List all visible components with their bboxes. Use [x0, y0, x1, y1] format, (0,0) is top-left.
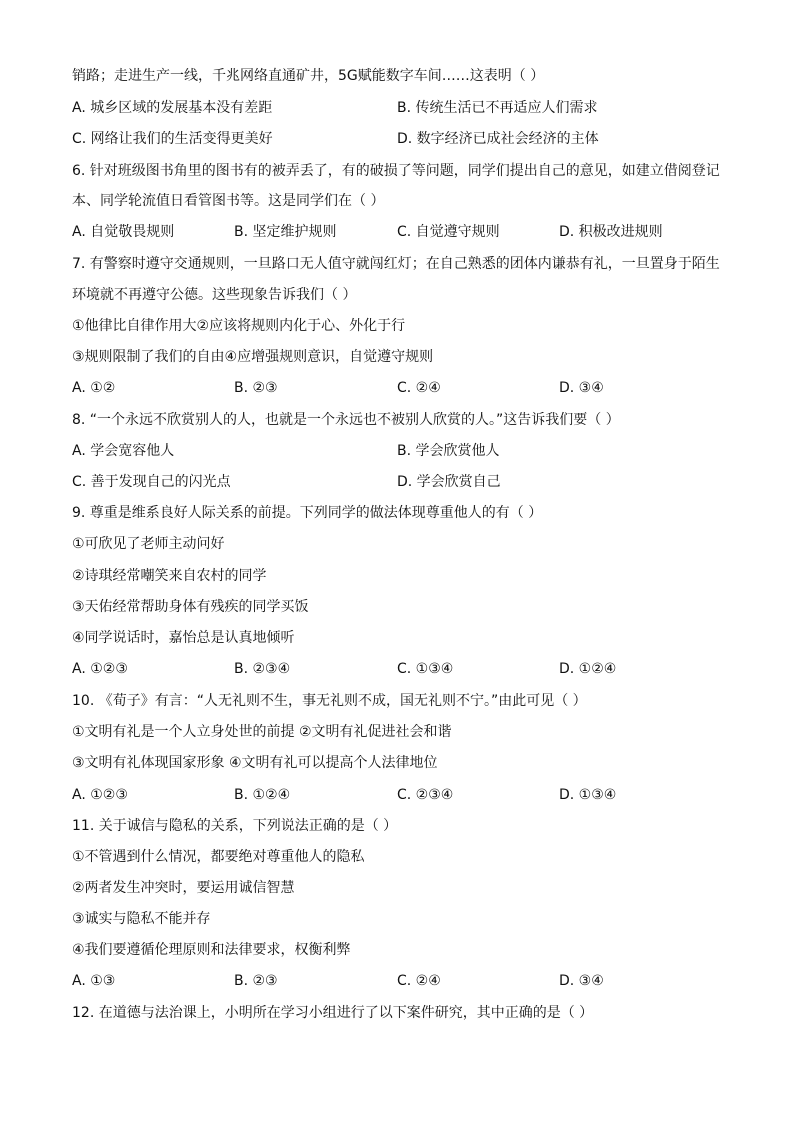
q5-option-b: B. 传统生活已不再适应人们需求 [397, 100, 598, 116]
q12-stem: 12. 在道德与法治课上，小明所在学习小组进行了以下案件研究，其中正确的是（ ） [72, 1005, 594, 1021]
q11-option-a: A. ①③ [72, 973, 116, 989]
q10-statement-1-2: ①文明有礼是一个人立身处世的前提 ②文明有礼促进社会和谐 [72, 724, 452, 740]
q7-statement-3-4: ③规则限制了我们的自由④应增强规则意识，自觉遵守规则 [72, 349, 434, 365]
q11-statement-1: ①不管遇到什么情况，都要绝对尊重他人的隐私 [72, 849, 365, 865]
q11-statement-4: ④我们要遵循伦理原则和法律要求，权衡利弊 [72, 942, 351, 958]
q9-statement-2: ②诗琪经常嘲笑来自农村的同学 [72, 568, 267, 584]
q9-option-b: B. ②③④ [234, 661, 291, 677]
q9-statement-4: ④同学说话时，嘉怡总是认真地倾听 [72, 630, 295, 646]
q7-option-d: D. ③④ [559, 380, 604, 396]
q9-statement-1: ①可欣见了老师主动问好 [72, 536, 225, 552]
q9-option-d: D. ①②④ [559, 661, 617, 677]
q7-option-b: B. ②③ [234, 380, 278, 396]
q11-option-d: D. ③④ [559, 973, 604, 989]
q11-statement-3: ③诚实与隐私不能并存 [72, 911, 211, 927]
q8-option-a: A. 学会宽容他人 [72, 443, 175, 459]
q9-statement-3: ③天佑经常帮助身体有残疾的同学买饭 [72, 599, 309, 615]
q10-statement-3-4: ③文明有礼体现国家形象 ④文明有礼可以提高个人法律地位 [72, 755, 438, 771]
q10-option-b: B. ①②④ [234, 787, 291, 803]
q11-statement-2: ②两者发生冲突时，要运用诚信智慧 [72, 880, 295, 896]
q8-option-c: C. 善于发现自己的闪光点 [72, 474, 231, 490]
q5-stem-end: 销路；走进生产一线，千兆网络直通矿井，5G赋能数字车间……这表明（ ） [72, 68, 545, 84]
q6-option-c: C. 自觉遵守规则 [397, 224, 500, 240]
q8-option-d: D. 学会欣赏自己 [397, 474, 501, 490]
q10-option-d: D. ①③④ [559, 787, 617, 803]
q5-option-a: A. 城乡区域的发展基本没有差距 [72, 100, 273, 116]
q6-option-d: D. 积极改进规则 [559, 224, 663, 240]
q10-option-a: A. ①②③ [72, 787, 128, 803]
q7-statement-1-2: ①他律比自律作用大②应该将规则内化于心、外化于行 [72, 318, 406, 334]
q7-stem-line1: 7. 有警察时遵守交通规则，一旦路口无人值守就闯红灯；在自己熟悉的团体内谦恭有礼，一旦置身于陌生 [72, 256, 720, 272]
q6-option-a: A. 自觉敬畏规则 [72, 224, 175, 240]
q7-option-a: A. ①② [72, 380, 116, 396]
q8-option-b: B. 学会欣赏他人 [397, 443, 500, 459]
q6-option-b: B. 坚定维护规则 [234, 224, 337, 240]
q11-stem: 11. 关于诚信与隐私的关系，下列说法正确的是（ ） [72, 818, 398, 834]
q9-stem: 9. 尊重是维系良好人际关系的前提。下列同学的做法体现尊重他人的有（ ） [72, 505, 543, 521]
q11-option-c: C. ②④ [397, 973, 441, 989]
q9-option-c: C. ①③④ [397, 661, 454, 677]
q10-option-c: C. ②③④ [397, 787, 454, 803]
q5-option-d: D. 数字经济已成社会经济的主体 [397, 131, 599, 147]
q10-stem: 10. 《荀子》有言：“人无礼则不生，事无礼则不成，国无礼则不宁。”由此可见（ ） [72, 693, 587, 709]
q6-stem-line2: 本、同学轮流值日看管图书等。这是同学们在（ ） [72, 193, 385, 209]
q8-stem: 8. “一个永远不欣赏别人的人，也就是一个永远也不被别人欣赏的人。”这告诉我们要（ ） [72, 412, 620, 428]
q7-option-c: C. ②④ [397, 380, 441, 396]
q6-stem-line1: 6. 针对班级图书角里的图书有的被弄丢了，有的破损了等问题，同学们提出自己的意见，如建立借阅登记 [72, 163, 720, 179]
q7-stem-line2: 环境就不再遵守公德。这些现象告诉我们（ ） [72, 287, 357, 303]
q11-option-b: B. ②③ [234, 973, 278, 989]
q5-option-c: C. 网络让我们的生活变得更美好 [72, 131, 273, 147]
q9-option-a: A. ①②③ [72, 661, 128, 677]
